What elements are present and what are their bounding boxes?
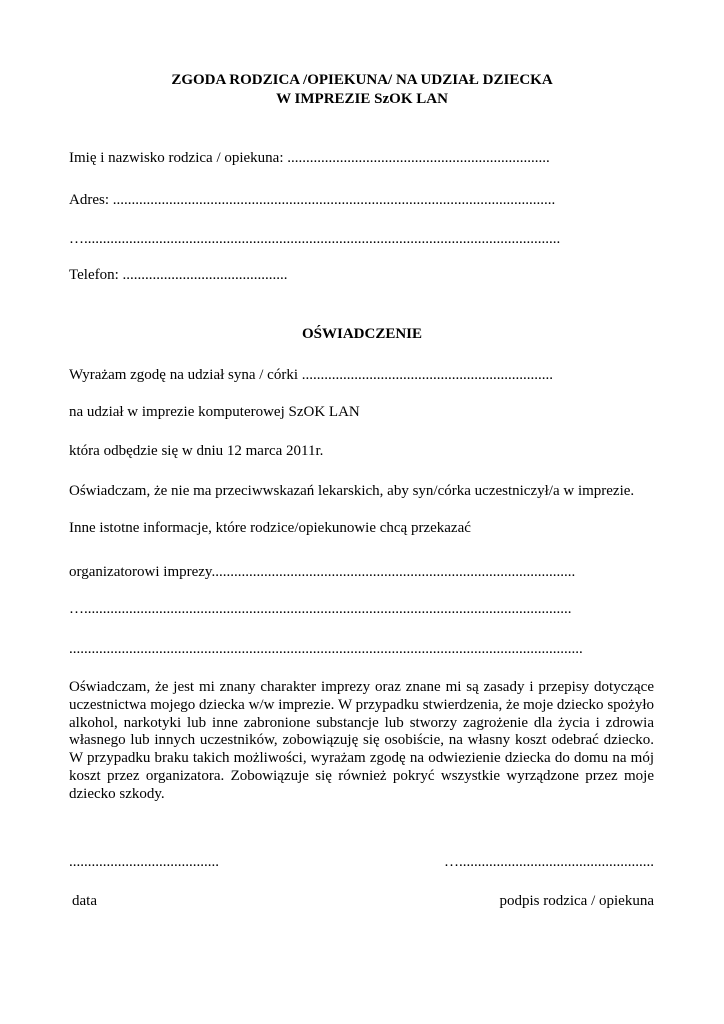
signature-label: podpis rodzica / opiekuna — [499, 893, 654, 909]
info-line-1: organizatorowi imprezy................................................................................................. — [69, 564, 576, 580]
consent-line: Wyrażam zgodę na udział syna / córki ................................................................... — [69, 367, 553, 383]
form-title-line-1: ZGODA RODZICA /OPIEKUNA/ NA UDZIAŁ DZIECKA — [171, 72, 553, 88]
info-line-3: ......................................................................................................................................... — [69, 641, 583, 657]
form-title-line-2: W IMPREZIE SzOK LAN — [276, 91, 448, 107]
address-continuation-field: …............................................................................................................................... — [69, 231, 561, 247]
event-line: na udział w imprezie komputerowej SzOK LAN — [69, 404, 360, 420]
info-intro: Inne istotne informacje, które rodzice/opiekunowie chcą przekazać — [69, 520, 471, 536]
info-line-2: ….................................................................................................................................. — [69, 601, 572, 617]
event-date-line: która odbędzie się w dniu 12 marca 2011r. — [69, 443, 324, 459]
address-field: Adres: ...................................................................................................................... — [69, 192, 556, 208]
health-statement: Oświadczam, że nie ma przeciwwskazań lekarskich, aby syn/córka uczestniczył/a w imprezie. — [69, 483, 635, 499]
rules-statement: Oświadczam, że jest mi znany charakter imprezy oraz znane mi są zasady i przepisy dotyczące uczestnictwa mojego dziecka w/w imprezie. W przypadku stwierdzenia, że moje dziecko spożyło alkohol, narkotyki lub inne zabronione substancje lub stworzy zagrożenie dla życia i zdrowia własnego lub innych uczestników, zobowiązuję się osobiście, na własny koszt odebrać dziecko. W przypadku braku takich możliwości, wyrażam zgodę na odwiezienie dziecka do domu na mój koszt przez organizatora. Zobowiązuje się również pokryć wszystkie wyrządzone przez moje dziecko szkody. — [69, 679, 654, 802]
statement-heading: OŚWIADCZENIE — [301, 326, 423, 342]
parent-name-field: Imię i nazwisko rodzica / opiekuna: ...................................................................... — [69, 150, 550, 166]
phone-field: Telefon: ............................................ — [69, 267, 288, 283]
parent-signature-line: ….................................................... — [444, 854, 654, 870]
date-signature-line: ........................................ — [69, 854, 219, 870]
date-label: data — [72, 893, 97, 909]
